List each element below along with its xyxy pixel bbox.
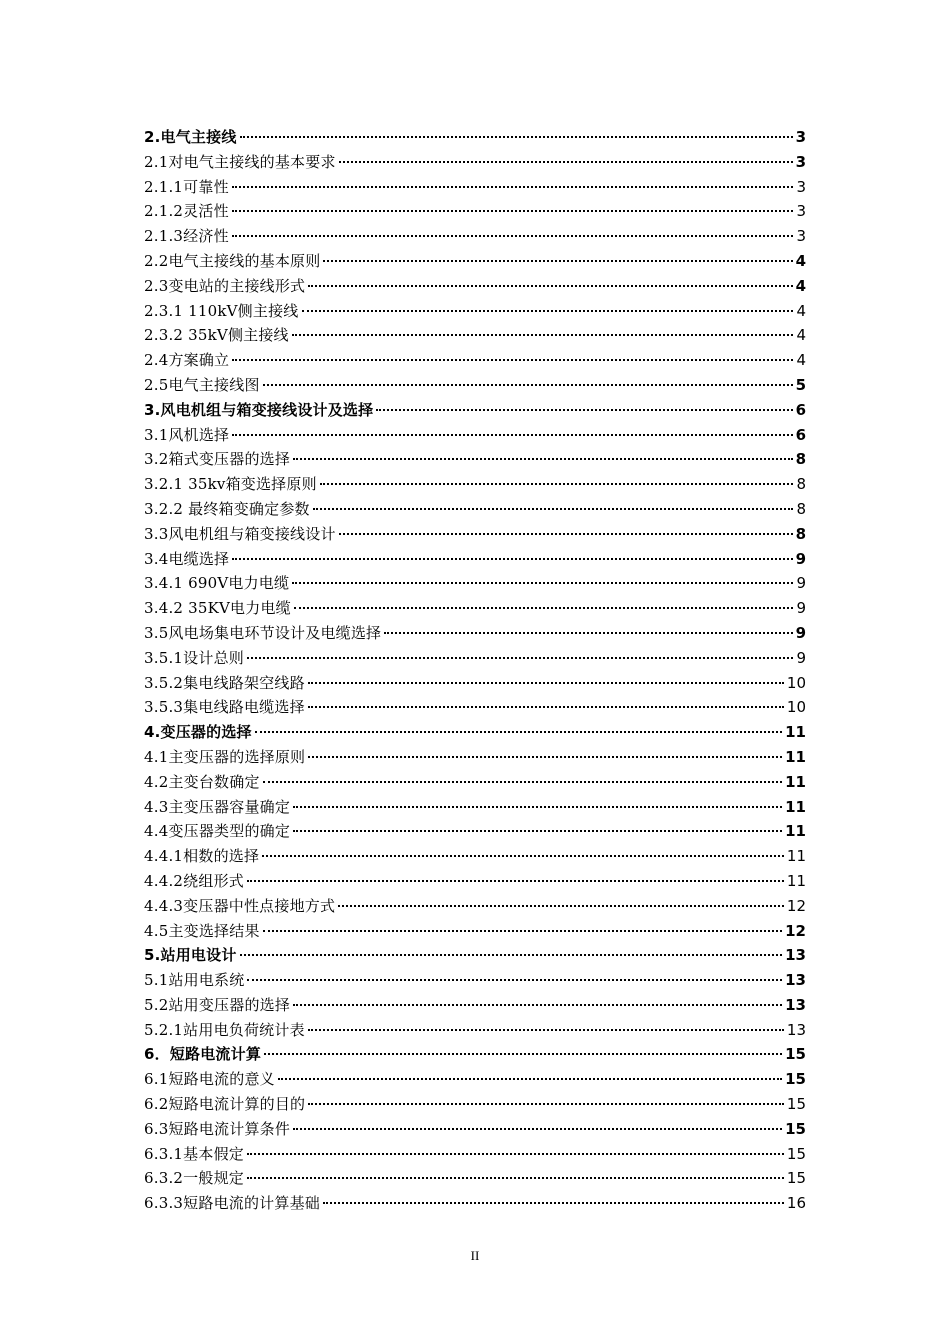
- toc-entry-page: 6: [795, 400, 806, 419]
- toc-entry-page: 11: [785, 747, 806, 766]
- toc-entry-title: 3.3风电机组与箱变接线设计: [144, 524, 336, 543]
- toc-section-entry[interactable]: [144, 199, 806, 224]
- toc-dot-leader: [263, 930, 782, 932]
- toc-entry-title: 3.风电机组与箱变接线设计及选择: [144, 400, 374, 419]
- toc-entry-page: 6: [795, 425, 806, 444]
- toc-entry-title: 3.5.1设计总则: [144, 648, 244, 667]
- toc-entry-title: 3.4.1 690V电力电缆: [144, 574, 290, 593]
- toc-dot-leader: [232, 558, 792, 560]
- toc-dot-leader: [293, 1128, 782, 1130]
- toc-section-entry[interactable]: [144, 695, 806, 720]
- toc-chapter-entry[interactable]: [144, 398, 806, 423]
- toc-dot-leader: [308, 706, 784, 708]
- toc-dot-leader: [292, 582, 793, 584]
- toc-chapter-entry[interactable]: [144, 1042, 806, 1067]
- toc-entry-title: 3.5.2集电线路架空线路: [144, 673, 305, 692]
- toc-section-entry[interactable]: [144, 671, 806, 696]
- toc-dot-leader: [338, 905, 784, 907]
- toc-entry-page: 4: [795, 276, 806, 295]
- toc-dot-leader: [376, 409, 792, 411]
- toc-entry-title: 2.电气主接线: [144, 128, 237, 146]
- toc-section-entry[interactable]: [144, 1092, 806, 1117]
- toc-section-entry[interactable]: [144, 795, 806, 820]
- toc-dot-leader: [232, 434, 792, 436]
- toc-entry-page: 4: [796, 351, 806, 370]
- toc-entry-title: 2.1.2灵活性: [144, 202, 229, 221]
- toc-entry-page: 15: [785, 1119, 806, 1138]
- toc-chapter-entry[interactable]: [144, 125, 806, 150]
- toc-entry-page: 9: [795, 623, 806, 642]
- toc-dot-leader: [308, 756, 782, 758]
- toc-entry-page: 9: [796, 648, 806, 667]
- toc-section-entry[interactable]: [144, 745, 806, 770]
- toc-entry-page: 8: [795, 450, 806, 469]
- toc-entry-title: 6.3.2一般规定: [144, 1169, 244, 1188]
- toc-section-entry[interactable]: [144, 348, 806, 373]
- toc-entry-page: 15: [786, 1144, 806, 1163]
- toc-section-entry[interactable]: [144, 968, 806, 993]
- toc-dot-leader: [247, 1177, 784, 1179]
- toc-section-entry[interactable]: [144, 472, 806, 497]
- toc-entry-title: 2.1.3经济性: [144, 227, 229, 246]
- toc-entry-title: 6.2短路电流计算的目的: [144, 1095, 306, 1114]
- toc-section-entry[interactable]: [144, 596, 806, 621]
- toc-section-entry[interactable]: [144, 770, 806, 795]
- toc-section-entry[interactable]: [144, 299, 806, 324]
- toc-entry-page: 9: [795, 549, 806, 568]
- toc-dot-leader: [308, 1029, 784, 1031]
- toc-section-entry[interactable]: [144, 1142, 806, 1167]
- toc-entry-title: 6.3.1基本假定: [144, 1144, 244, 1163]
- toc-entry-page: 8: [795, 524, 806, 543]
- page-number: II: [470, 1248, 480, 1263]
- toc-dot-leader: [293, 806, 782, 808]
- toc-section-entry[interactable]: [144, 894, 806, 919]
- toc-entry-title: 4.2主变台数确定: [144, 772, 260, 791]
- toc-dot-leader: [293, 458, 793, 460]
- toc-section-entry[interactable]: [144, 547, 806, 572]
- toc-dot-leader: [262, 855, 784, 857]
- toc-entry-title: 4.4.3变压器中性点接地方式: [144, 896, 336, 915]
- toc-section-entry[interactable]: [144, 373, 806, 398]
- toc-entry-page: 13: [786, 1020, 806, 1039]
- toc-section-entry[interactable]: [144, 819, 806, 844]
- toc-entry-page: 3: [796, 202, 806, 221]
- toc-entry-title: 5.2站用变压器的选择: [144, 995, 291, 1014]
- toc-entry-title: 2.1.1可靠性: [144, 177, 229, 196]
- toc-entry-title: 2.3.1 110kV侧主接线: [144, 301, 299, 320]
- toc-section-entry[interactable]: [144, 844, 806, 869]
- toc-dot-leader: [323, 1202, 784, 1204]
- toc-entry-title: 5.站用电设计: [144, 946, 237, 965]
- toc-entry-page: 11: [785, 772, 806, 791]
- toc-entry-page: 9: [796, 599, 806, 618]
- toc-section-entry[interactable]: [144, 150, 806, 175]
- toc-entry-page: 15: [785, 1045, 806, 1064]
- toc-entry-page: 3: [796, 227, 806, 246]
- toc-entry-title: 2.1对电气主接线的基本要求: [144, 152, 336, 171]
- toc-section-entry[interactable]: [144, 621, 806, 646]
- toc-entry-page: 3: [795, 128, 806, 146]
- toc-section-entry[interactable]: [144, 447, 806, 472]
- toc-dot-leader: [384, 632, 792, 634]
- toc-section-entry[interactable]: [144, 497, 806, 522]
- toc-section-entry[interactable]: [144, 993, 806, 1018]
- toc-entry-title: 3.4.2 35KV电力电缆: [144, 599, 291, 618]
- toc-entry-page: 8: [796, 475, 806, 494]
- toc-entry-title: 3.2箱式变压器的选择: [144, 450, 291, 469]
- toc-section-entry[interactable]: [144, 522, 806, 547]
- toc-entry-page: 4: [796, 301, 806, 320]
- table-of-contents: [144, 125, 806, 1216]
- toc-dot-leader: [232, 235, 794, 237]
- toc-entry-page: 11: [786, 847, 806, 866]
- toc-dot-leader: [293, 1004, 782, 1006]
- toc-section-entry[interactable]: [144, 1018, 806, 1043]
- toc-entry-title: 4.4.1相数的选择: [144, 847, 260, 866]
- toc-entry-page: 13: [785, 995, 806, 1014]
- toc-chapter-entry[interactable]: [144, 943, 806, 968]
- toc-entry-title: 3.4电缆选择: [144, 549, 230, 568]
- toc-section-entry[interactable]: [144, 175, 806, 200]
- toc-entry-title: 4.4.2绕组形式: [144, 871, 244, 890]
- toc-entry-title: 2.5电气主接线图: [144, 375, 260, 394]
- toc-section-entry[interactable]: [144, 646, 806, 671]
- toc-dot-leader: [294, 607, 794, 609]
- toc-section-entry[interactable]: [144, 571, 806, 596]
- toc-entry-title: 2.4方案确立: [144, 351, 230, 370]
- toc-entry-page: 12: [786, 896, 806, 915]
- toc-entry-title: 4.3主变压器容量确定: [144, 797, 291, 816]
- toc-entry-title: 2.2电气主接线的基本原则: [144, 251, 321, 270]
- toc-entry-page: 3: [795, 152, 806, 171]
- toc-dot-leader: [232, 359, 793, 361]
- toc-entry-title: 6．短路电流计算: [144, 1045, 262, 1064]
- toc-dot-leader: [308, 1103, 784, 1105]
- toc-dot-leader: [255, 731, 782, 733]
- toc-dot-leader: [339, 533, 793, 535]
- toc-section-entry[interactable]: [144, 1067, 806, 1092]
- toc-section-entry[interactable]: [144, 274, 806, 299]
- toc-section-entry[interactable]: [144, 1166, 806, 1191]
- toc-entry-page: 10: [786, 698, 806, 717]
- toc-dot-leader: [264, 1053, 782, 1055]
- toc-dot-leader: [292, 334, 794, 336]
- toc-entry-page: 4: [795, 251, 806, 270]
- toc-entry-title: 6.3短路电流计算条件: [144, 1119, 291, 1138]
- toc-section-entry[interactable]: [144, 919, 806, 944]
- toc-dot-leader: [247, 880, 784, 882]
- toc-dot-leader: [240, 136, 793, 138]
- toc-dot-leader: [263, 781, 782, 783]
- toc-dot-leader: [323, 260, 792, 262]
- toc-dot-leader: [313, 508, 794, 510]
- toc-entry-title: 3.2.1 35kv箱变选择原则: [144, 475, 317, 494]
- toc-entry-title: 4.1主变压器的选择原则: [144, 747, 306, 766]
- toc-dot-leader: [247, 657, 793, 659]
- toc-entry-title: 5.2.1站用电负荷统计表: [144, 1020, 305, 1039]
- toc-dot-leader: [308, 682, 784, 684]
- toc-section-entry[interactable]: [144, 249, 806, 274]
- toc-entry-page: 15: [785, 1070, 806, 1089]
- toc-section-entry[interactable]: [144, 1191, 806, 1216]
- toc-entry-page: 10: [786, 673, 806, 692]
- toc-dot-leader: [247, 979, 782, 981]
- toc-entry-title: 3.5风电场集电环节设计及电缆选择: [144, 623, 382, 642]
- toc-entry-title: 2.3变电站的主接线形式: [144, 276, 306, 295]
- toc-chapter-entry[interactable]: [144, 720, 806, 745]
- toc-dot-leader: [302, 310, 794, 312]
- toc-entry-title: 3.1风机选择: [144, 425, 230, 444]
- toc-dot-leader: [320, 483, 794, 485]
- toc-entry-title: 4.4变压器类型的确定: [144, 822, 291, 841]
- toc-dot-leader: [232, 210, 794, 212]
- toc-entry-title: 4.5主变选择结果: [144, 921, 260, 940]
- toc-entry-page: 13: [785, 946, 806, 965]
- toc-entry-page: 11: [786, 871, 806, 890]
- toc-section-entry[interactable]: [144, 224, 806, 249]
- toc-dot-leader: [278, 1078, 782, 1080]
- toc-entry-page: 4: [796, 326, 806, 345]
- toc-entry-page: 15: [786, 1095, 806, 1114]
- toc-entry-page: 15: [786, 1169, 806, 1188]
- toc-entry-page: 11: [785, 822, 806, 841]
- toc-dot-leader: [263, 384, 793, 386]
- toc-dot-leader: [293, 830, 782, 832]
- toc-dot-leader: [308, 285, 792, 287]
- toc-entry-title: 4.变压器的选择: [144, 723, 252, 742]
- toc-section-entry[interactable]: [144, 1117, 806, 1142]
- toc-section-entry[interactable]: [144, 323, 806, 348]
- toc-entry-page: 11: [785, 797, 806, 816]
- toc-entry-page: 3: [796, 177, 806, 196]
- toc-entry-title: 2.3.2 35kV侧主接线: [144, 326, 289, 345]
- toc-entry-title: 6.3.3短路电流的计算基础: [144, 1194, 320, 1213]
- toc-dot-leader: [240, 954, 783, 956]
- toc-dot-leader: [232, 186, 794, 188]
- toc-entry-page: 8: [796, 499, 806, 518]
- toc-dot-leader: [339, 161, 793, 163]
- toc-entry-title: 3.2.2 最终箱变确定参数: [144, 499, 310, 518]
- toc-entry-title: 3.5.3集电线路电缆选择: [144, 698, 305, 717]
- toc-entry-page: 9: [796, 574, 806, 593]
- toc-entry-page: 11: [785, 723, 806, 742]
- toc-entry-page: 5: [795, 375, 806, 394]
- toc-dot-leader: [247, 1153, 784, 1155]
- toc-entry-title: 5.1站用电系统: [144, 971, 245, 990]
- toc-entry-page: 16: [786, 1194, 806, 1213]
- toc-section-entry[interactable]: [144, 423, 806, 448]
- toc-section-entry[interactable]: [144, 869, 806, 894]
- toc-entry-page: 12: [785, 921, 806, 940]
- toc-entry-title: 6.1短路电流的意义: [144, 1070, 275, 1089]
- toc-entry-page: 13: [785, 971, 806, 990]
